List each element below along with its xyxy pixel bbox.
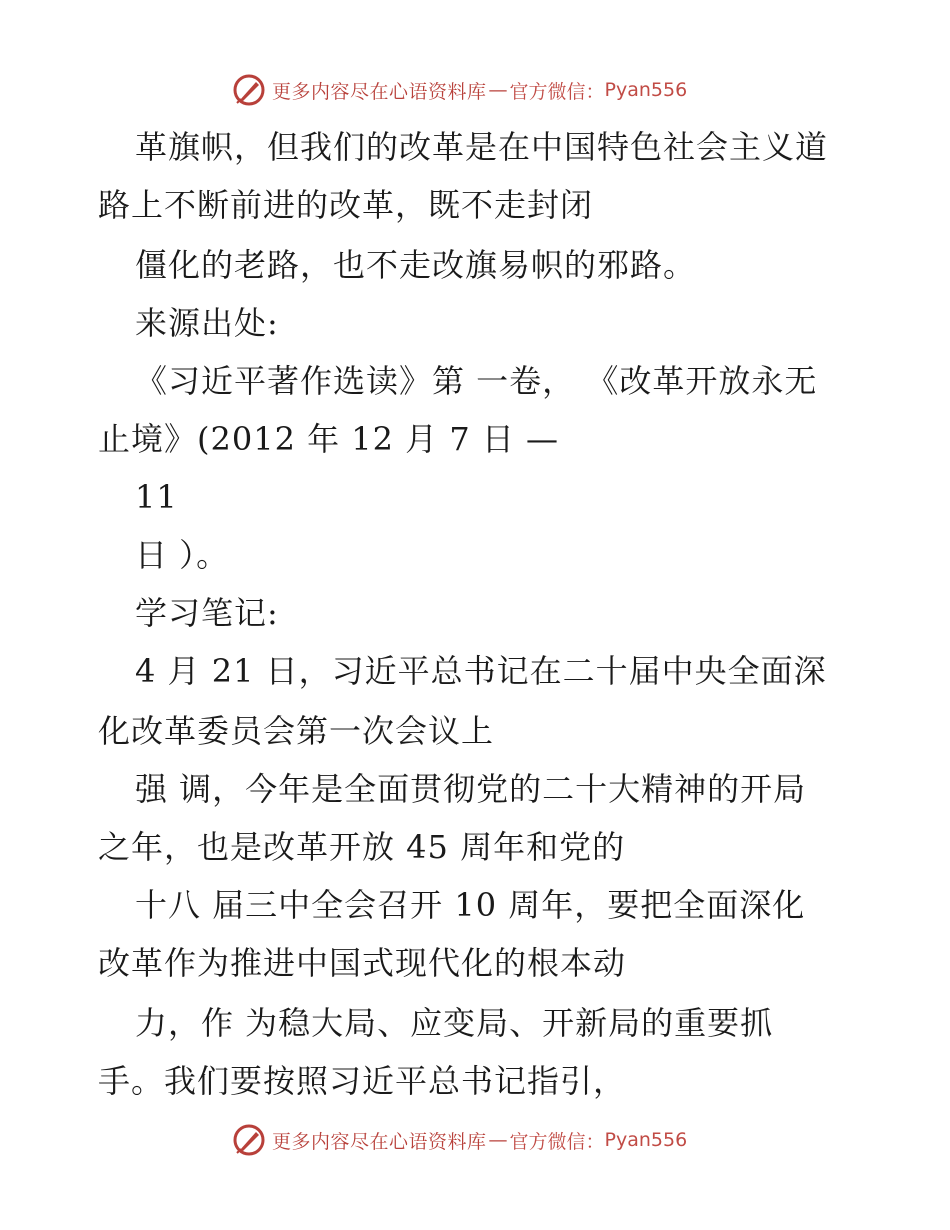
text-line: 《习近平著作选读》第 一卷， 《改革开放永无 xyxy=(135,362,818,400)
watermark-separator: — xyxy=(488,1129,508,1151)
text-line: 力，作 为稳大局、应变局、开新局的重要抓 xyxy=(135,1004,774,1042)
section-label-source: 来源出处: xyxy=(135,304,279,342)
text-line: 化改革委员会第一次会议上 xyxy=(98,712,495,750)
text-line: 僵化的老路，也不走改旗易帜的邪路。 xyxy=(135,246,697,284)
text-line: 革旗帜，但我们的改革是在中国特色社会主义道 xyxy=(135,128,829,166)
footer-watermark xyxy=(232,1120,687,1160)
text-line: 之年，也是改革开放 45 周年和党的 xyxy=(98,828,626,866)
text-line: 十八 届三中全会召开 10 周年，要把全面深化 xyxy=(135,886,806,924)
header-watermark xyxy=(232,70,687,110)
watermark-handle: Pyan556 xyxy=(604,1129,688,1151)
text-line: 4 月 21 日，习近平总书记在二十届中央全面深 xyxy=(135,652,827,690)
watermark-handle: Pyan556 xyxy=(604,79,688,101)
text-line: 手。我们要按照习近平总书记指引， xyxy=(98,1062,627,1100)
watermark-site-name: 更多内容尽在心语资料库 xyxy=(272,1130,487,1153)
text-line: 11 xyxy=(135,478,178,516)
text-line: 改革作为推进中国式现代化的根本动 xyxy=(98,944,627,982)
watermark-account-label: 官方微信： xyxy=(509,80,605,103)
watermark-separator: — xyxy=(488,79,508,101)
section-label-notes: 学习笔记: xyxy=(135,594,279,632)
quill-logo-icon xyxy=(232,73,266,107)
text-line: 路上不断前进的改革，既不走封闭 xyxy=(98,186,594,224)
text-line: 止境》(2012 年 12 月 7 日 — xyxy=(98,420,560,458)
text-line: 日 ）。 xyxy=(135,536,230,574)
quill-logo-icon xyxy=(232,1123,266,1157)
watermark-site-name: 更多内容尽在心语资料库 xyxy=(272,80,487,103)
text-line: 强 调，今年是全面贯彻党的二十大精神的开局 xyxy=(135,770,807,808)
watermark-account-label: 官方微信： xyxy=(509,1130,605,1153)
